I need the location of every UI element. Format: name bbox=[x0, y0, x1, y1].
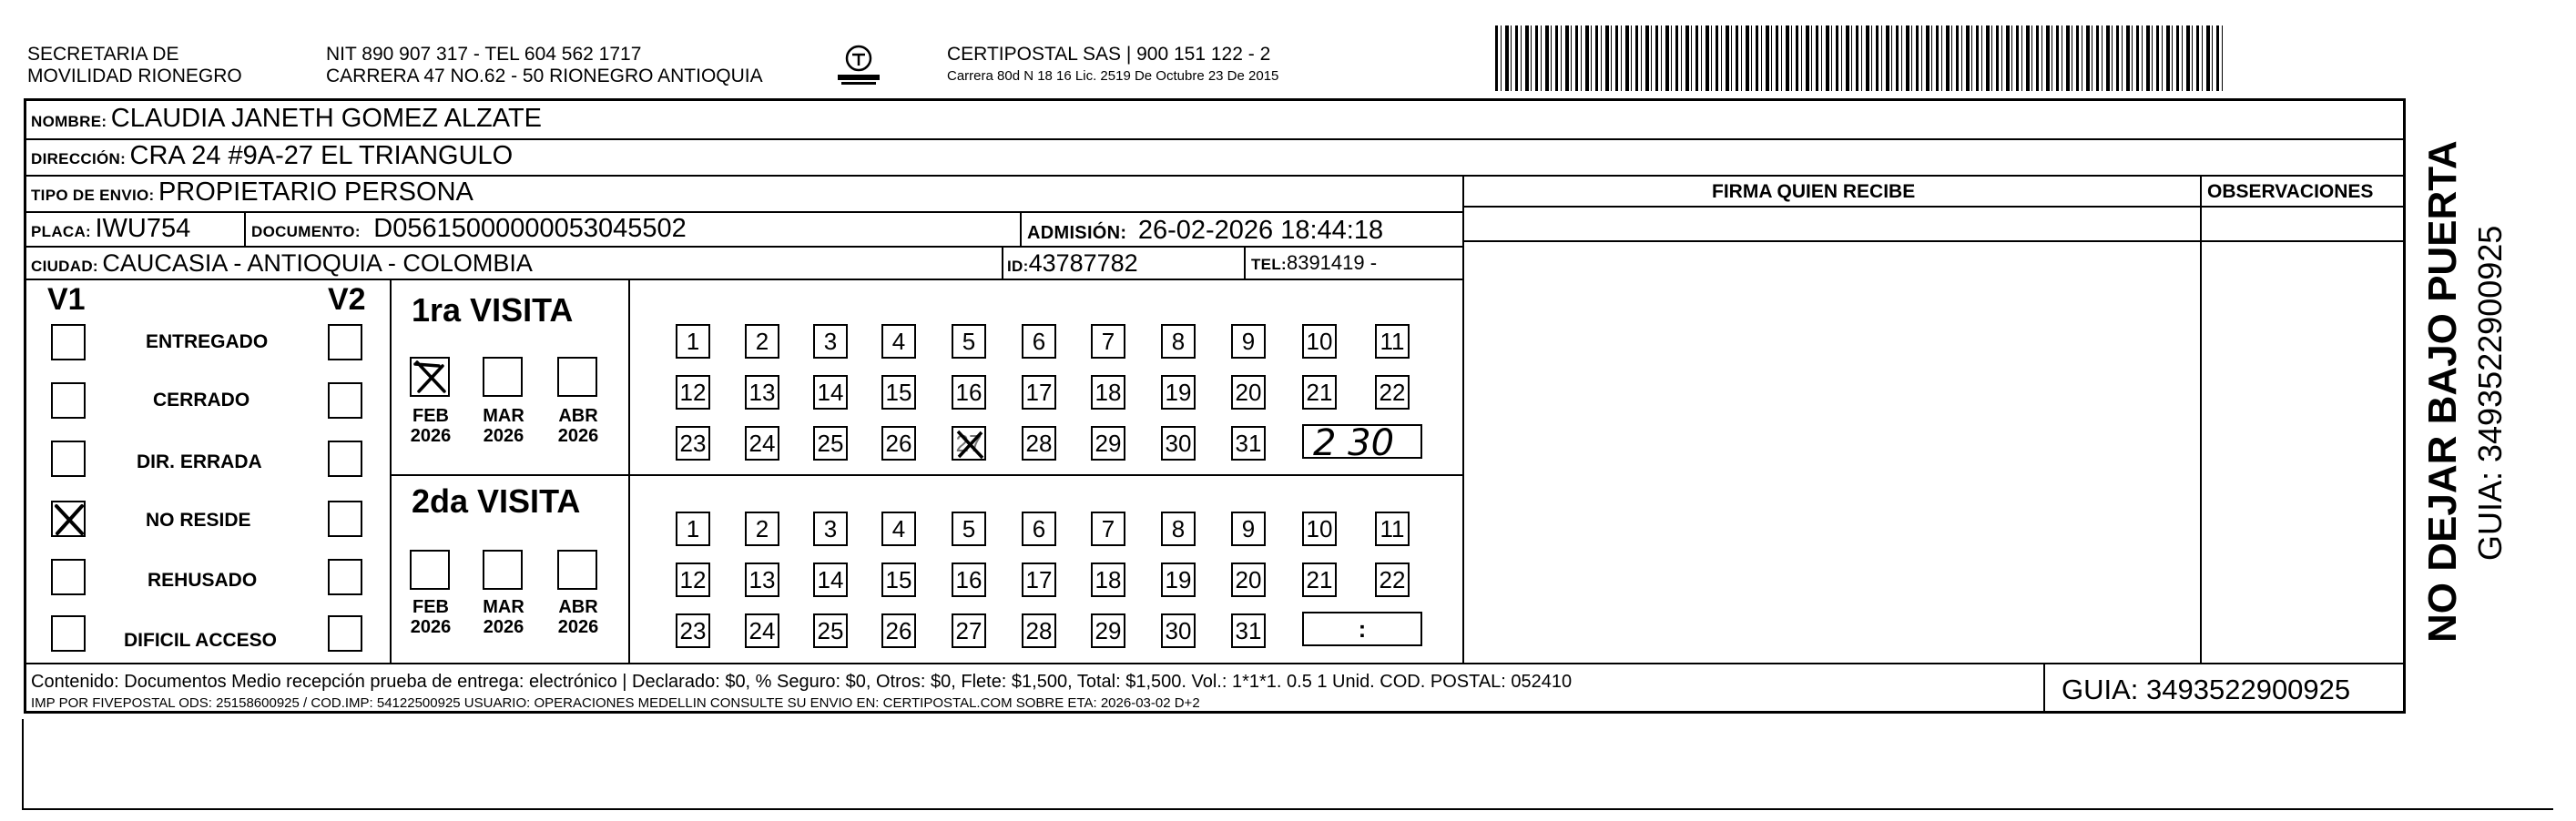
day-number: 31 bbox=[1235, 430, 1262, 457]
first-visit-day-box[interactable] bbox=[1091, 324, 1125, 359]
first-visit-day-box[interactable] bbox=[813, 375, 848, 410]
footer-divider bbox=[25, 663, 2404, 664]
direccion-value: CRA 24 #9A-27 EL TRIANGULO bbox=[129, 141, 514, 170]
day-number: 24 bbox=[748, 430, 776, 457]
day-number: 25 bbox=[817, 617, 844, 644]
day-number: 29 bbox=[1095, 430, 1122, 457]
first-visit-day-box[interactable] bbox=[1161, 426, 1196, 461]
day-number: 18 bbox=[1095, 566, 1122, 593]
day-number: 23 bbox=[679, 430, 707, 457]
day-number: 2 bbox=[755, 328, 769, 355]
tipo-envio-value: PROPIETARIO PERSONA bbox=[158, 177, 473, 207]
month-name: MAR bbox=[483, 406, 524, 426]
day-number: 21 bbox=[1306, 566, 1333, 593]
nombre-value: CLAUDIA JANETH GOMEZ ALZATE bbox=[110, 104, 542, 133]
ciudad-row bbox=[31, 248, 533, 282]
second-visit-day-box[interactable] bbox=[1091, 563, 1125, 597]
first-visit-day-box[interactable] bbox=[1375, 324, 1410, 359]
second-visit-day-box[interactable] bbox=[745, 563, 779, 597]
first-visit-day-box[interactable] bbox=[745, 324, 779, 359]
visit-divider bbox=[392, 474, 1464, 476]
first-visit-time: 2 30 bbox=[1313, 422, 1395, 464]
nombre-row bbox=[31, 104, 542, 137]
check-x-icon bbox=[953, 428, 986, 461]
second-visit-day-box[interactable] bbox=[881, 563, 916, 597]
day-number: 14 bbox=[817, 379, 844, 406]
first-visit-day-box[interactable] bbox=[1091, 426, 1125, 461]
first-month-label bbox=[402, 406, 459, 446]
first-visit-day-box[interactable] bbox=[1302, 324, 1337, 359]
first-visit-day-box[interactable] bbox=[1022, 375, 1056, 410]
first-month-label bbox=[550, 406, 606, 446]
row-divider bbox=[1464, 240, 2404, 242]
row-divider bbox=[25, 138, 2404, 140]
nit-line-2: CARRERA 47 NO.62 - 50 RIONEGRO ANTIOQUIA bbox=[326, 66, 763, 86]
day-number: 12 bbox=[679, 379, 707, 406]
day-number: 4 bbox=[891, 515, 906, 542]
day-number: 17 bbox=[1025, 566, 1053, 593]
day-number: 27 bbox=[955, 430, 983, 457]
day-number: 22 bbox=[1379, 379, 1406, 406]
nit-line-1: NIT 890 907 317 - TEL 604 562 1717 bbox=[326, 44, 642, 65]
day-number: 6 bbox=[1032, 515, 1046, 542]
documento-row bbox=[251, 214, 687, 248]
v1-checkbox-entregado[interactable] bbox=[51, 324, 86, 360]
day-number: 13 bbox=[748, 379, 776, 406]
first-visit-month-feb[interactable] bbox=[410, 357, 450, 397]
first-visit-day-box[interactable] bbox=[1091, 375, 1125, 410]
second-visit-day-box[interactable] bbox=[1161, 613, 1196, 648]
day-number: 16 bbox=[955, 379, 983, 406]
day-number: 30 bbox=[1165, 617, 1192, 644]
day-number: 2 bbox=[755, 515, 769, 542]
first-visit-month-mar[interactable] bbox=[483, 357, 523, 397]
day-number: 27 bbox=[955, 617, 983, 644]
second-visit-day-box[interactable] bbox=[1231, 512, 1266, 546]
id-label: ID: bbox=[1007, 258, 1029, 275]
courier-line-1: CERTIPOSTAL SAS | 900 151 122 - 2 bbox=[947, 44, 1271, 65]
month-name: FEB bbox=[412, 406, 449, 426]
no-dejar-bajo-puerta: NO DEJAR BAJO PUERTA bbox=[2420, 140, 2465, 643]
day-number: 9 bbox=[1241, 328, 1256, 355]
month-year: 2026 bbox=[557, 426, 599, 446]
second-visit-day-box[interactable] bbox=[676, 563, 710, 597]
day-number: 20 bbox=[1235, 379, 1262, 406]
v2-checkbox-rehusado[interactable] bbox=[328, 559, 362, 595]
footer-guia: GUIA: 3493522900925 bbox=[2062, 674, 2351, 705]
page-edge bbox=[22, 719, 24, 810]
second-visit-day-box[interactable] bbox=[881, 613, 916, 648]
day-number: 9 bbox=[1241, 515, 1256, 542]
first-month-label bbox=[475, 406, 532, 446]
second-visit-day-box[interactable] bbox=[813, 512, 848, 546]
first-visit-day-box[interactable] bbox=[881, 375, 916, 410]
page-edge bbox=[22, 808, 2553, 810]
row-divider bbox=[25, 175, 2404, 177]
column-divider bbox=[628, 279, 630, 663]
day-number: 25 bbox=[817, 430, 844, 457]
issuer-line-1: SECRETARIA DE bbox=[27, 44, 179, 65]
second-visit-day-box[interactable] bbox=[952, 512, 986, 546]
documento-label: DOCUMENTO: bbox=[251, 223, 361, 240]
id-row bbox=[1007, 248, 1138, 282]
second-visit-month-mar[interactable] bbox=[483, 550, 523, 590]
v2-checkbox-entregado[interactable] bbox=[328, 324, 362, 360]
second-visit-day-box[interactable] bbox=[1161, 563, 1196, 597]
v1-checkbox-dir-errada[interactable] bbox=[51, 441, 86, 477]
first-visit-day-box[interactable] bbox=[676, 426, 710, 461]
first-visit-day-box[interactable] bbox=[813, 324, 848, 359]
first-visit-day-box[interactable] bbox=[881, 324, 916, 359]
month-year: 2026 bbox=[483, 617, 524, 637]
first-visit-day-box[interactable] bbox=[881, 426, 916, 461]
day-number: 19 bbox=[1165, 566, 1192, 593]
day-number: 6 bbox=[1032, 328, 1046, 355]
second-visit-month-abr[interactable] bbox=[557, 550, 597, 590]
day-number: 31 bbox=[1235, 617, 1262, 644]
first-visit-title: 1ra VISITA bbox=[412, 291, 574, 329]
v2-checkbox-dificil-acceso[interactable] bbox=[328, 615, 362, 652]
tipo-envio-row bbox=[31, 177, 473, 211]
first-visit-day-box[interactable] bbox=[952, 324, 986, 359]
second-visit-day-box[interactable] bbox=[1022, 512, 1056, 546]
status-label-rehusado: REHUSADO bbox=[148, 570, 258, 591]
day-number: 21 bbox=[1306, 379, 1333, 406]
v1-checkbox-dificil-acceso[interactable] bbox=[51, 615, 86, 652]
first-visit-month-abr[interactable] bbox=[557, 357, 597, 397]
status-label-entregado: ENTREGADO bbox=[146, 331, 269, 352]
day-number: 1 bbox=[686, 328, 700, 355]
month-name: MAR bbox=[483, 597, 524, 617]
month-year: 2026 bbox=[483, 426, 524, 446]
day-number: 17 bbox=[1025, 379, 1053, 406]
day-number: 16 bbox=[955, 566, 983, 593]
placa-row bbox=[31, 214, 190, 248]
day-number: 5 bbox=[962, 515, 976, 542]
status-label-dificil-acceso: DIFICIL ACCESO bbox=[124, 630, 278, 651]
second-visit-day-box[interactable] bbox=[745, 512, 779, 546]
second-visit-day-box[interactable] bbox=[1022, 613, 1056, 648]
day-number: 8 bbox=[1171, 515, 1186, 542]
second-visit-day-box[interactable] bbox=[745, 613, 779, 648]
tel-label: TEL: bbox=[1251, 256, 1287, 273]
second-visit-day-box[interactable] bbox=[676, 613, 710, 648]
first-visit-day-box[interactable] bbox=[1161, 375, 1196, 410]
column-divider bbox=[2043, 663, 2045, 714]
row-divider bbox=[25, 211, 1464, 213]
second-visit-month-feb[interactable] bbox=[410, 550, 450, 590]
firma-label: FIRMA QUIEN RECIBE bbox=[1712, 181, 1916, 202]
second-month-label bbox=[475, 597, 532, 637]
first-visit-day-box[interactable] bbox=[1231, 375, 1266, 410]
second-visit-day-box[interactable] bbox=[881, 512, 916, 546]
column-divider bbox=[1244, 246, 1246, 279]
day-number: 20 bbox=[1235, 566, 1262, 593]
second-visit-time-box[interactable] bbox=[1302, 612, 1422, 646]
first-visit-day-box[interactable] bbox=[1161, 324, 1196, 359]
second-visit-day-box[interactable] bbox=[1091, 613, 1125, 648]
first-visit-day-box[interactable] bbox=[1022, 426, 1056, 461]
observaciones-label: OBSERVACIONES bbox=[2207, 181, 2374, 202]
day-number: 12 bbox=[679, 566, 707, 593]
day-number: 15 bbox=[885, 566, 912, 593]
courier-info bbox=[947, 44, 1278, 85]
day-number: 3 bbox=[823, 328, 838, 355]
first-visit-day-box[interactable] bbox=[952, 426, 986, 461]
day-number: 7 bbox=[1101, 328, 1115, 355]
second-visit-day-box[interactable] bbox=[1302, 512, 1337, 546]
day-number: 13 bbox=[748, 566, 776, 593]
day-number: 26 bbox=[885, 617, 912, 644]
second-visit-day-box[interactable] bbox=[1161, 512, 1196, 546]
day-number: 7 bbox=[1101, 515, 1115, 542]
first-visit-day-box[interactable] bbox=[745, 375, 779, 410]
day-number: 28 bbox=[1025, 430, 1053, 457]
day-number: 26 bbox=[885, 430, 912, 457]
column-divider bbox=[1002, 246, 1003, 279]
day-number: 10 bbox=[1306, 328, 1333, 355]
first-visit-time-box[interactable] bbox=[1302, 422, 1422, 464]
first-visit-day-box[interactable] bbox=[676, 324, 710, 359]
footer-contenido: Contenido: Documentos Medio recepción prueba de entrega: electrónico | Declarado: $0, % Seguro: $0, Otros: $0, Flete: $1,500, Total: $1,500. Vol.: 1*1*1. 0.5 1 Unid. COD. POSTAL: 052410 bbox=[31, 672, 1573, 692]
second-visit-day-box[interactable] bbox=[1091, 512, 1125, 546]
day-number: 15 bbox=[885, 379, 912, 406]
second-visit-day-box[interactable] bbox=[1375, 563, 1410, 597]
nit-info bbox=[326, 44, 763, 87]
placa-value: IWU754 bbox=[95, 214, 191, 243]
second-month-label bbox=[402, 597, 459, 637]
barcode bbox=[1495, 25, 2224, 91]
second-visit-day-box[interactable] bbox=[813, 563, 848, 597]
ciudad-value: CAUCASIA - ANTIOQUIA - COLOMBIA bbox=[102, 249, 533, 277]
column-divider bbox=[1020, 211, 1022, 246]
day-number: 11 bbox=[1380, 328, 1405, 355]
first-visit-day-box[interactable] bbox=[813, 426, 848, 461]
day-number: 18 bbox=[1095, 379, 1122, 406]
v1-label: V1 bbox=[47, 282, 86, 317]
v2-checkbox-no-reside[interactable] bbox=[328, 501, 362, 537]
day-number: 1 bbox=[686, 515, 700, 542]
tel-value: 8391419 - bbox=[1286, 251, 1378, 274]
first-visit-day-box[interactable] bbox=[1302, 375, 1337, 410]
tel-row bbox=[1251, 248, 1377, 280]
ciudad-label: CIUDAD: bbox=[31, 258, 98, 275]
status-label-cerrado: CERRADO bbox=[153, 390, 250, 410]
second-visit-day-box[interactable] bbox=[952, 563, 986, 597]
v2-checkbox-dir-errada[interactable] bbox=[328, 441, 362, 477]
column-divider bbox=[2200, 175, 2202, 663]
first-visit-day-box[interactable] bbox=[952, 375, 986, 410]
day-number: 23 bbox=[679, 617, 707, 644]
second-visit-day-box[interactable] bbox=[1231, 613, 1266, 648]
second-visit-day-box[interactable] bbox=[952, 613, 986, 648]
check-x-icon bbox=[53, 502, 86, 537]
nombre-label: NOMBRE: bbox=[31, 113, 107, 130]
admision-value: 26-02-2026 18:44:18 bbox=[1137, 216, 1384, 245]
month-name: FEB bbox=[412, 597, 449, 617]
first-visit-day-box[interactable] bbox=[676, 375, 710, 410]
day-number: 11 bbox=[1380, 515, 1405, 542]
admision-label: ADMISIÓN: bbox=[1027, 223, 1127, 243]
v1-checkbox-no-reside[interactable] bbox=[51, 501, 86, 537]
day-number: 30 bbox=[1165, 430, 1192, 457]
first-visit-day-box[interactable] bbox=[1231, 426, 1266, 461]
day-number: 5 bbox=[962, 328, 976, 355]
second-visit-time: : bbox=[1358, 615, 1367, 643]
day-number: 14 bbox=[817, 566, 844, 593]
second-month-label bbox=[550, 597, 606, 637]
issuer-line-2: MOVILIDAD RIONEGRO bbox=[27, 66, 242, 86]
check-x-icon bbox=[412, 359, 448, 395]
admision-row bbox=[1027, 216, 1383, 249]
column-divider bbox=[244, 211, 246, 246]
direccion-label: DIRECCIÓN: bbox=[31, 150, 127, 167]
column-divider bbox=[390, 279, 392, 663]
second-visit-day-box[interactable] bbox=[1231, 563, 1266, 597]
v2-label: V2 bbox=[328, 282, 366, 317]
day-number: 8 bbox=[1171, 328, 1186, 355]
day-number: 22 bbox=[1379, 566, 1406, 593]
column-divider bbox=[1462, 175, 1464, 663]
status-label-dir-errada: DIR. ERRADA bbox=[137, 451, 262, 472]
second-visit-day-box[interactable] bbox=[1375, 512, 1410, 546]
issuer-name bbox=[27, 44, 242, 87]
placa-label: PLACA: bbox=[31, 223, 92, 240]
month-name: ABR bbox=[558, 597, 598, 617]
day-number: 3 bbox=[823, 515, 838, 542]
footer-imp: IMP POR FIVEPOSTAL ODS: 25158600925 / COD.IMP: 54122500925 USUARIO: OPERACIONES MEDELLIN CONSULTE SU ENVIO EN: CERTIPOSTAL.COM SOBRE ETA: 2026-03-02 D+2 bbox=[31, 695, 1200, 711]
second-visit-day-box[interactable] bbox=[676, 512, 710, 546]
status-label-no-reside: NO RESIDE bbox=[146, 510, 251, 531]
v1-checkbox-cerrado[interactable] bbox=[51, 382, 86, 419]
side-guia: GUIA: 3493522900925 bbox=[2471, 225, 2509, 561]
first-visit-day-box[interactable] bbox=[1231, 324, 1266, 359]
second-visit-title: 2da VISITA bbox=[412, 482, 581, 520]
first-visit-day-box[interactable] bbox=[745, 426, 779, 461]
documento-value: D05615000000053045502 bbox=[373, 214, 687, 243]
day-number: 19 bbox=[1165, 379, 1192, 406]
day-number: 4 bbox=[891, 328, 906, 355]
direccion-row bbox=[31, 141, 513, 175]
id-value: 43787782 bbox=[1028, 249, 1138, 277]
month-year: 2026 bbox=[557, 617, 599, 637]
first-visit-day-box[interactable] bbox=[1375, 375, 1410, 410]
month-year: 2026 bbox=[410, 426, 452, 446]
day-number: 24 bbox=[748, 617, 776, 644]
v1-checkbox-rehusado[interactable] bbox=[51, 559, 86, 595]
day-number: 29 bbox=[1095, 617, 1122, 644]
second-visit-day-box[interactable] bbox=[1022, 563, 1056, 597]
tipo-envio-label: TIPO DE ENVIO: bbox=[31, 187, 155, 204]
v2-checkbox-cerrado[interactable] bbox=[328, 382, 362, 419]
second-visit-day-box[interactable] bbox=[1302, 563, 1337, 597]
first-visit-day-box[interactable] bbox=[1022, 324, 1056, 359]
courier-line-2: Carrera 80d N 18 16 Lic. 2519 De Octubre 23 De 2015 bbox=[947, 68, 1279, 84]
day-number: 28 bbox=[1025, 617, 1053, 644]
second-visit-day-box[interactable] bbox=[813, 613, 848, 648]
day-number: 10 bbox=[1306, 515, 1333, 542]
month-year: 2026 bbox=[410, 617, 452, 637]
month-name: ABR bbox=[558, 406, 598, 426]
certipostal-logo-icon bbox=[834, 42, 883, 87]
